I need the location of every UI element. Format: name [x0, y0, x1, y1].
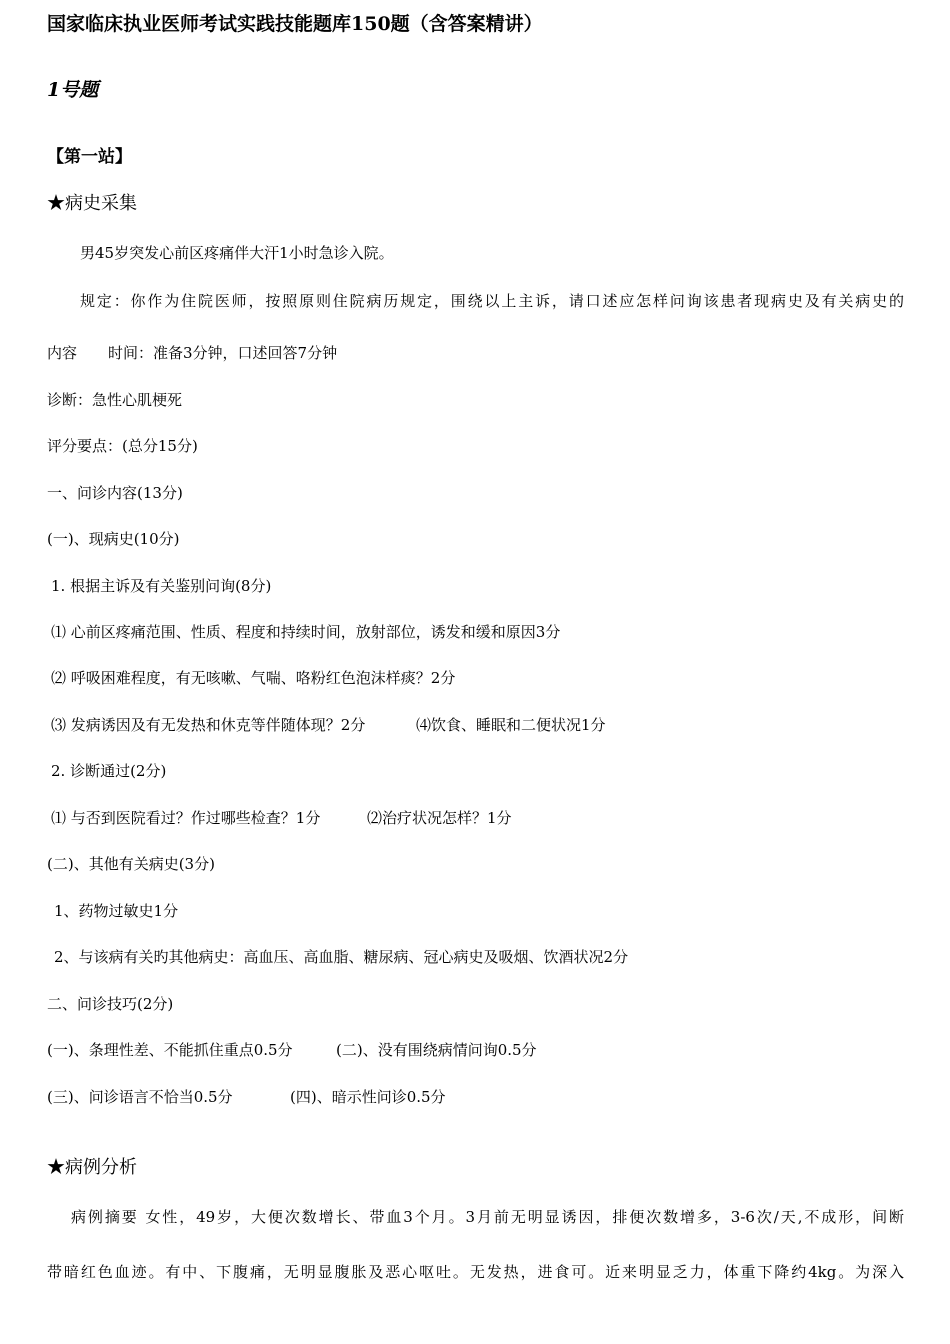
other-history-heading: (二)、其他有关病史(3分) [47, 855, 215, 873]
other-history-2: 2、与该病有关旳其他病史：高血压、高血脂、糖尿病、冠心病史及吸烟、饮酒状况2分 [54, 948, 629, 966]
requirement-line-2-b: 时间：准备3分钟，口述回答7分钟 [108, 344, 338, 362]
skill-1: (一)、条理性差、不能抓住重点0.5分 [47, 1041, 293, 1059]
present-history-heading: (一)、现病史(10分) [47, 530, 180, 548]
skills-heading: 二、问诊技巧(2分) [47, 995, 174, 1013]
item-1-1: ⑴ 心前区疼痛范围、性质、程度和持续时间，放射部位，诱发和缓和原因3分 [51, 623, 561, 641]
question-number: 1号题 [47, 79, 99, 101]
case-section-heading: ★病例分析 [47, 1157, 137, 1178]
skill-2: (二)、没有围绕病情问询0.5分 [336, 1041, 537, 1059]
inquiry-content-heading: 一、问诊内容(13分) [47, 484, 183, 502]
document-title: 国家临床执业医师考试实践技能题库150题（含答案精讲） [47, 13, 543, 35]
item-1: 1. 根据主诉及有关鉴别问询(8分) [51, 577, 272, 595]
case-summary-line-1: 病例摘要 女性，49岁，大便次数增长、带血3个月。3月前无明显诱因，排便次数增多，3-6次/天,不成形，间断 [71, 1208, 904, 1226]
case-line: 男45岁突发心前区疼痛伴大汗1小时急诊入院。 [80, 244, 394, 262]
case-summary-line-2: 带暗红色血迹。有中、下腹痛，无明显腹胀及恶心呕吐。无发热，进食可。近来明显乏力，体重下降约4kg。为深入 [47, 1263, 904, 1281]
station-heading: 【第一站】 [47, 147, 132, 167]
item-2: 2. 诊断通过(2分) [51, 762, 167, 780]
item-1-2: ⑵ 呼吸困难程度，有无咳嗽、气喘、咯粉红色泡沫样痰？2分 [51, 669, 456, 687]
other-history-1: 1、药物过敏史1分 [54, 902, 179, 920]
requirement-line-2-a: 内容 [47, 344, 78, 362]
item-2-1: ⑴ 与否到医院看过？作过哪些检查？1分 [51, 809, 321, 827]
item-1-4: ⑷饮食、睡眠和二便状况1分 [416, 716, 606, 734]
skill-4: (四)、暗示性问诊0.5分 [290, 1088, 446, 1106]
requirement-line-1: 规定：你作为住院医师，按照原则住院病历规定，围绕以上主诉，请口述应怎样问询该患者现病史及有关病史的 [80, 292, 904, 310]
skill-3: (三)、问诊语言不恰当0.5分 [47, 1088, 233, 1106]
history-section-heading: ★病史采集 [47, 193, 137, 214]
item-2-2: ⑵治疗状况怎样？1分 [367, 809, 512, 827]
scoring-header: 评分要点：(总分15分) [47, 437, 198, 455]
diagnosis-line: 诊断：急性心肌梗死 [47, 391, 183, 409]
item-1-3: ⑶ 发病诱因及有无发热和休克等伴随体现？2分 [51, 716, 366, 734]
